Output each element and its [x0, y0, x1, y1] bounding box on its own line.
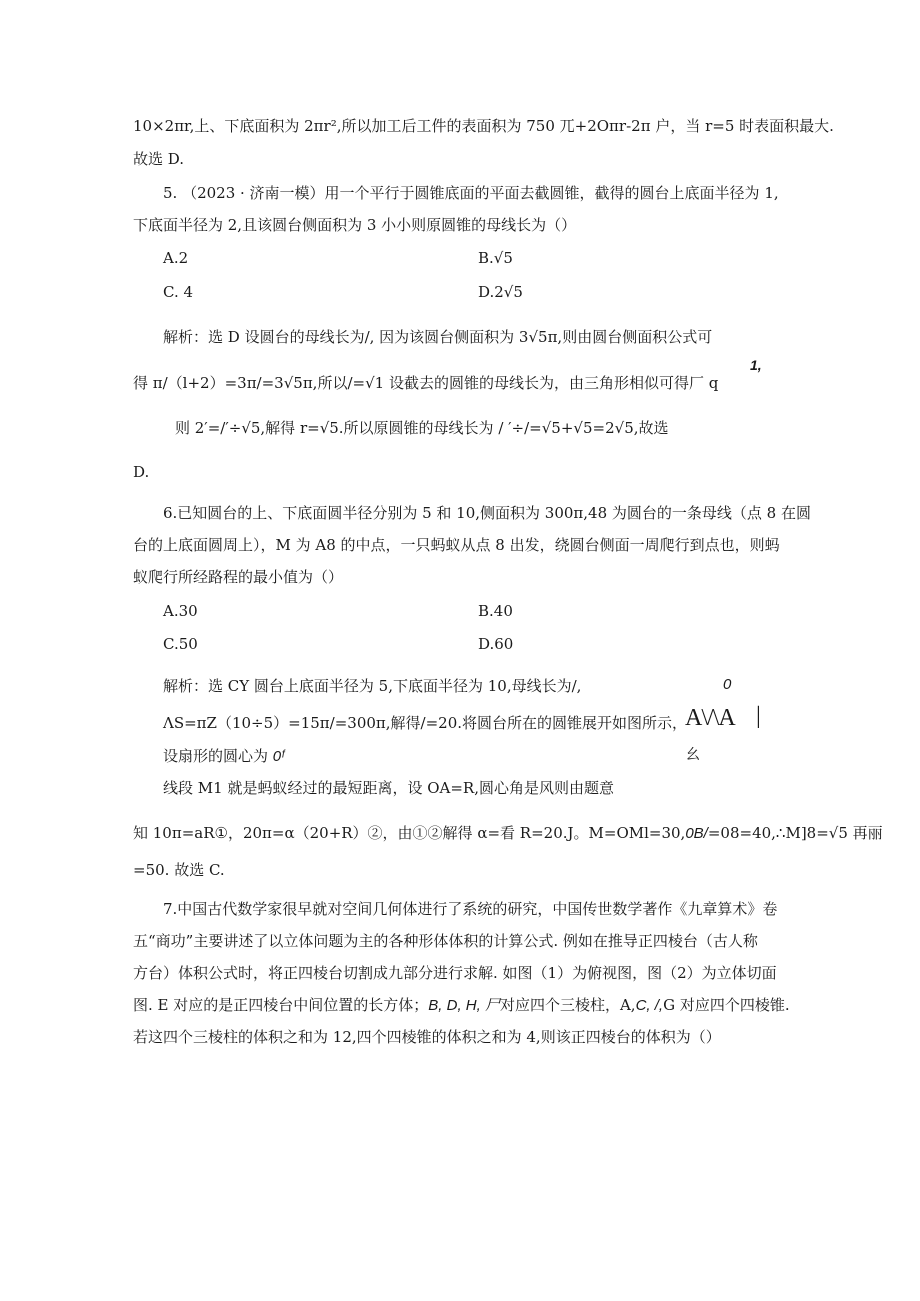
margin-note: 1, [750, 357, 762, 373]
q6-solution [163, 746, 284, 767]
q5-option-c: C. 4 [163, 283, 194, 301]
q5-option-a: A.2 [163, 249, 189, 267]
q6-solution [133, 823, 883, 844]
q5-solution: 得 π/（l+2）=3π/=3√5π,所以/=√1 设截去的圆锥的母线长为，由三角形相似可得厂 q [133, 374, 719, 392]
q6-solution: 线段 M1 就是蚂蚁经过的最短距离，设 OA=R,圆心角是风则由题意 [163, 779, 614, 797]
q7-text: G 对应四个四棱锥. [663, 996, 790, 1014]
q6-solution-text: 0B/ [685, 825, 708, 842]
q7-text: 对应四个三棱柱，A, [499, 996, 636, 1014]
text-line: 10×2πr,上、下底面积为 2πr²,所以加工后工件的表面积为 750 兀+2Oπr-2π 户，当 r=5 时表面积最大. [133, 117, 834, 135]
figure-label-o: 0 [723, 676, 732, 693]
q6-option-b: B.40 [478, 602, 513, 620]
q5-solution: 解析：选 D 设圆台的母线长为/, 因为该圆台侧面积为 3√5π,则由圆台侧面积公式可 [163, 328, 713, 346]
q6-solution: 解析：选 CY 圆台上底面半径为 5,下底面半径为 10,母线长为/, [163, 677, 582, 695]
question-5-stem: 5. （2023 · 济南一模）用一个平行于圆锥底面的平面去截圆锥，截得的圆台上底面半径为 1, [163, 184, 779, 202]
q5-solution: 则 2′=/′÷√5,解得 r=√5.所以原圆锥的母线长为 / ′÷/=√5+√5=2√5,故选 [175, 419, 669, 437]
q6-option-c: C.50 [163, 635, 198, 653]
question-7-stem: 五“商功”主要讲述了以立体问题为主的各种形体体积的计算公式. 例如在推导正四棱台（古人称 [133, 932, 758, 950]
q6-solution-text: 设扇形的圆心为 [163, 747, 269, 765]
q6-option-d: D.60 [478, 635, 514, 653]
question-7-stem: 方台）体积公式时，将正四棱台切割成九部分进行求解. 如图（1）为俯视图，图（2）为立体切面 [133, 964, 777, 982]
figure-sector-shape: A\/\A [685, 705, 735, 731]
question-6-stem: 台的上底面圆周上），M 为 A8 的中点，一只蚂蚁从点 8 出发，绕圆台侧面一周爬行到点也，则蚂 [133, 536, 780, 554]
q6-solution-text: 知 10π=aR①，20π=α（20+R）②，由①②解得 α=看 R=20.J。M=OMl=30, [133, 824, 686, 842]
q6-solution: ΛS=πZ（10÷5）=15π/=300π,解得/=20.将圆台所在的圆锥展开如图所示， [163, 714, 688, 732]
q7-text: B, D, H, 尸 [428, 997, 500, 1014]
q7-text: C, /, [635, 997, 664, 1014]
q6-option-a: A.30 [163, 602, 198, 620]
question-6-stem: 6.已知圆台的上、下底面圆半径分别为 5 和 10,侧面积为 300π,48 为圆台的一条母线（点 8 在圆 [163, 504, 811, 522]
question-7-stem: 若这四个三棱柱的体积之和为 12,四个四棱锥的体积之和为 4,则该正四棱台的体积为（） [133, 1028, 721, 1046]
q6-solution: =50. 故选 C. [133, 861, 225, 879]
q6-solution-text: =08=40,∴M]8=√5 再丽 [707, 824, 883, 842]
question-7-stem [133, 995, 790, 1016]
figure-label-bottom: 幺 [686, 747, 700, 763]
question-6-stem: 蚁爬行所经路程的最小值为（） [133, 568, 344, 586]
q5-option-b: B.√5 [478, 249, 513, 267]
q5-option-d: D.2√5 [478, 283, 523, 301]
q7-text: 图. E 对应的是正四棱台中间位置的长方体； [133, 996, 429, 1014]
figure-sector-edge: | [756, 703, 761, 729]
text-line: 故选 D. [133, 150, 185, 168]
q5-solution: D. [133, 463, 150, 481]
question-7-stem: 7.中国古代数学家很早就对空间几何体进行了系统的研究，中国传世数学著作《九章算术》卷 [163, 900, 778, 918]
q6-center-symbol: 0ᶠ [272, 748, 285, 765]
question-5-stem: 下底面半径为 2,且该圆台侧面积为 3 小小则原圆锥的母线长为（） [133, 216, 577, 234]
